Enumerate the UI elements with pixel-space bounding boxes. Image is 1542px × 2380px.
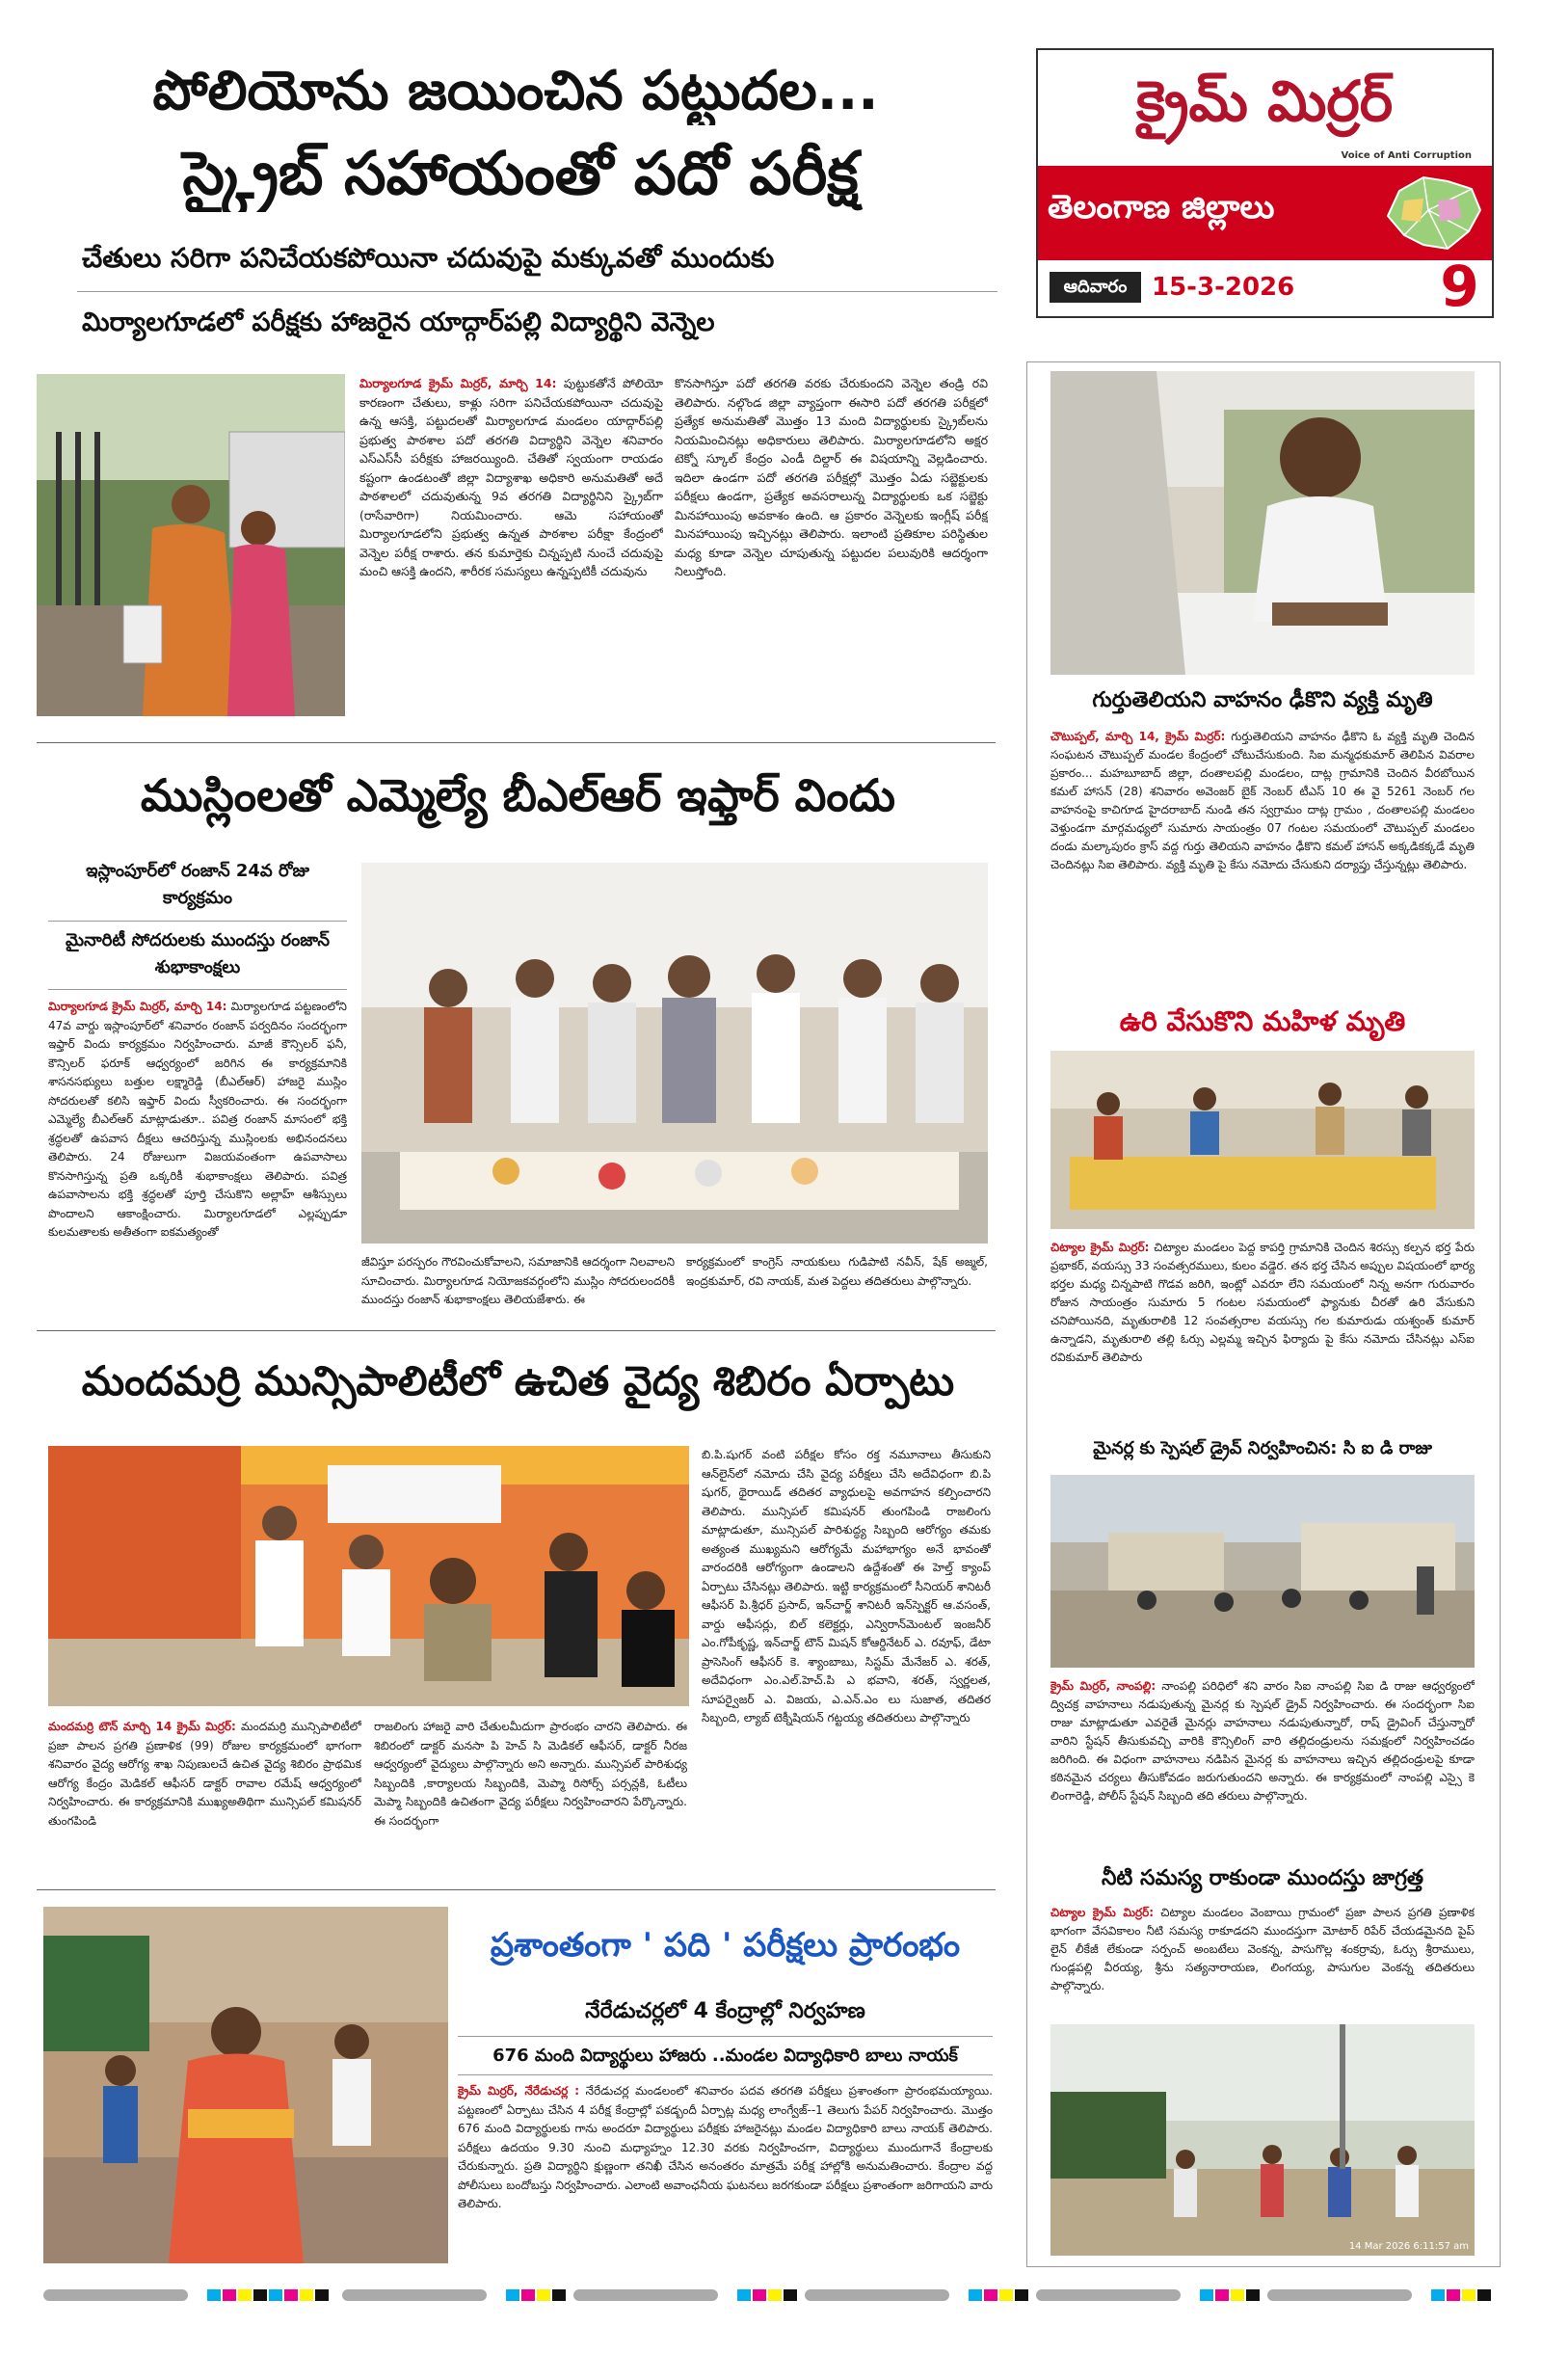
lead-col-2: కొనసాగిస్తూ పదో తరగతి వరకు చేరుకుందని వెన్నెల తండ్రి రవి తెలిపారు. నల్గొండ జిల్లా వ్యాప్తంగా ఈసారి పదో తరగతి పరీక్షలో ప్రత్యేక అనుమతితో మొత్తం 13 మంది విద్యార్థులకు స్క్రైబ్‌లను నియమించినట్లు అధికారులు తెలిపారు. మిర్యాలగూడలోని అక్షర టెక్నో స్కూల్ కేంద్రం ఎండీ దిల్దార్ ఈ విషయాన్ని వెల్లడించారు. ఇదిలా ఉండగా పదో తరగతి పరీక్షల్లో మొత్తం ఏడు సబ్జెక్టులకు పరీక్షలు ఉండగా, ప్రత్యేక అవసరాలున్న విద్యార్థులకు ఒక సబ్జెక్టు మినహాయింపు అవకాశం ఉంది. ఆ ప్రకారం వెన్నెలకు ఇంగ్లీష్ పరీక్ష మినహాయింపు ఇచ్చినట్లు తెలిపారు. ఇలాంటి ప్రతికూల పరిస్థితుల మధ్య కూడా వెన్నెల చూపుతున్న పట్టుదల పలువురికి ఆదర్శంగా నిలుస్తోంది. xyxy=(675,376,988,578)
iftar-sub-divider-2 xyxy=(48,989,347,990)
suicide-body xyxy=(1050,1239,1475,1431)
iftar-col-2: జీవిస్తూ పరస్పరం గౌరవించుకోవాలని, సమాజానికి ఆదర్శంగా నిలవాలని సూచించారు. మిర్యాలగూడ నియోజకవర్గంలోని ముస్లిం సోదరులందరికీ ముందస్తు రంజాన్ శుభాకాంక్షలు తెలియజేశారు. ఈ xyxy=(361,1255,675,1306)
camp-dateline: మందమర్రి టౌన్ మార్చి 14 క్రైమ్ మిర్రర్: xyxy=(48,1720,236,1733)
camp-col-1-text: మందమర్రి మున్సిపాలిటీలో ప్రజా పాలన ప్రగతి ప్రణాళిక (99) రోజుల కార్యక్రమంలో భాగంగా శనివారం వైద్య ఆరోగ్య శాఖ నిపుణులచే ఉచిత వైద్య శిబిరం ప్రాథమిక ఆరోగ్య కేంద్రం మెడికల్ ఆఫీసర్ డాక్టర్ రావాల రమేష్ ఆధ్వర్యంలో నిర్వహించారు. ఈ కార్యక్రమానికి ముఖ్యఅతిథిగా మున్సిపల్ కమిషనర్ తుంగపిండి xyxy=(48,1720,361,1828)
drive-body xyxy=(1050,1677,1475,1860)
section-divider-2 xyxy=(37,1330,996,1331)
exams-text: నేరేడుచర్ల మండలంలో శనివారం పదవ తరగతి పరీక్షలు ప్రశాంతంగా ప్రారంభమయ్యాయి. పట్టణంలో ఏర్పాటు చేసిన 4 పరీక్ష కేంద్రాల్లో పకడ్బందీ ఏర్పాట్ల మధ్య లాంగ్వేజ్--1 తెలుగు పేపర్ నిర్వహించారు. మొత్తం 676 మంది విద్యార్థులకు గాను అందరూ విద్యార్థులు పరీక్షకు హాజరైనట్లు మండల విద్యాధికారి బాలు నాయక్ తెలిపారు. పరీక్షలు ఉదయం 9.30 నుంచి మధ్యాహ్నం 12.30 వరకు నిర్వహించగా, విద్యార్థులు ముందుగానే కేంద్రాలకు చేరుకున్నారు. ప్రతి విద్యార్థిని క్షుణ్ణంగా తనిఖీ చేసిన అనంతరం మాత్రమే పరీక్ష హాల్లోకి అనుమతించారు. కేంద్రాల వద్ద పోలీసులు బందోబస్తు నిర్వహించారు. ఎలాంటి అవాంఛనీయ ఘటనలు జరగకుండా పరీక్షలు ప్రశాంతంగా జరిగాయని వారు తెలిపారు. xyxy=(458,2084,993,2210)
water-photo xyxy=(1050,2024,1475,2256)
camp-col-2: రాజలింగు హాజరై వారి చేతులమీదుగా ప్రారంభం చారని తెలిపారు. ఈ శిబిరంలో డాక్టర్ మనసా పి హెచ్ సి మెడికల్ ఆఫీసర్, డాక్టర్ నీరజ ఆధ్వర్యంలో వైద్యులు పాల్గొన్నారు అని అన్నారు. మున్సిపల్ పారిశుధ్య సిబ్బందికి ,కార్యాలయ సిబ్బందికి, మెప్మా రిసోర్స్ పర్సన్లకి, ఓటీలు మెప్మా సిబ్బందికి ఉచితంగా వైద్య పరీక్షలు నిర్వహించారని పేర్కొన్నారు. ఈ సందర్భంగా xyxy=(374,1720,687,1828)
camp-headline: మందమర్రి మున్సిపాలిటీలో ఉచిత వైద్య శిబిరం ఏర్పాటు xyxy=(81,1357,955,1404)
accident-dateline: చౌటుప్పల్, మార్చి 14, క్రైమ్ మిర్రర్: xyxy=(1050,730,1226,743)
exams-sub-1: నేరేడుచర్లలో 4 కేంద్రాల్లో నిర్వహణ xyxy=(585,1999,865,2023)
lead-sub-1: చేతులు సరిగా పనిచేయకపోయినా చదువుపై మక్కువతో ముందుకు xyxy=(82,242,775,274)
water-dateline: చిట్యాల క్రైమ్ మిర్రర్: xyxy=(1050,1906,1155,1919)
lead-headline-2: స్క్రైబ్ సహాయంతో పదో పరీక్ష xyxy=(182,138,859,208)
suicide-text: చిట్యాల మండలం పెద్ద కాపర్తి గ్రామానికి చెందిన శిరస్సు కల్పన భర్త పేరు ప్రభాకర్, వయస్సు 33 సంవత్సరములు, కులం వడ్డెర. తన భర్త చేసిన అప్పుల విషయంలో భార్య భర్తల మధ్య చిన్నపాటి గొడవ జరిగి, ఇంట్లో ఎవరూ లేని సమయంలో నిన్న అనగా గురువారం రోజున సాయంత్రం సుమారు 5 గంటల సమయంలో ఫ్యానుకు చీరతో ఉరి వేసుకుని చనిపోయినది, మృతురాలికి 12 సంవత్సరాల వయస్సు గల కుమారుడు యశ్వంత్ కుమార్ ఉన్నాడని, మృతురాలి తల్లి ఓర్సు ఎల్లమ్మ ఇచ్చిన ఫిర్యాదు పై కేసు నమోదు చేసినట్లు ఎస్ఐ రవికుమార్ తెలిపారు xyxy=(1050,1241,1475,1364)
masthead-tagline: Voice of Anti Corruption xyxy=(1341,150,1472,161)
water-photo-stamp: 14 Mar 2026 6:11:57 am xyxy=(1348,2241,1469,2252)
exams-dateline: క్రైమ్ మిర్రర్, నేరేడుచర్ల : xyxy=(458,2084,580,2098)
drive-photo xyxy=(1050,1475,1475,1668)
masthead-page-number: 9 xyxy=(1440,254,1479,319)
exams-sub-2: 676 మంది విద్యార్థులు హాజరు ..మండల విద్యాధికారి బాలు నాయక్ xyxy=(492,2046,958,2066)
camp-col-1 xyxy=(48,1718,361,1882)
camp-right-col: బి.పి.షుగర్ వంటి పరీక్షల కోసం రక్త నమూనాలు తీసుకుని ఆన్‌లైన్‌లో నమోదు చేసి వైద్య పరీక్షలు చేసి అదేవిధంగా బి.పి షుగర్, థైరాయిడ్ తదితర వ్యాధులపై అవగాహన కల్పించారని తెలిపారు. మున్సిపల్ కమిషనర్ తుంగపిండి రాజలింగు మాట్లాడుతూ, మున్సిపల్ పారిశుద్ధ్య సిబ్బంది ఆరోగ్యం తమకు అత్యంత ముఖ్యమని ఆరోగ్యమే మహాభాగ్యం అనే భావంతో వారందరికి ఆరోగ్యంగా ఉండాలని ఉద్దేశంతో ఈ హెల్త్ క్యాంప్ ఏర్పాటు చేసినట్లు తెలిపారు. ఇట్టి కార్యక్రమంలో సీనియర్ శానిటరీ ఆఫీసర్ పి.శ్రీధర్ ప్రసాద్, ఇన్‌చార్జ్ శానిటరీ ఇన్‌స్పెక్టర్ ఆ.వసంత్, వార్డు ఆఫీసర్లు, బిల్ కలెక్టర్లు, ఎన్విరాన్‌మెంటల్ ఇంజనీర్ ఎం.గోపీకృష్ణ, ఇన్‌చార్జ్ టౌన్ మిషన్ కోఆర్డినేటర్ ఎ. రవూఫ్, డేటా ప్రాసెసింగ్ ఆఫీసర్ కె. శ్యాంబాబు, సిస్టమ్ మేనేజర్ ఎ. శరత్, అదేవిధంగా ఎం.ఎల్.హెచ్.పి ఎ భవాని, శరత్, స్వర్ణలత, సూపర్వైజర్ ఎ. విజయ, ఎ.ఎన్.ఎం లు సుజాత, తదితర సిబ్బంది, ల్యాబ్ టెక్నీషియన్ గట్టయ్య తదితరులు పాల్గొన్నారు xyxy=(702,1448,991,1725)
masthead-date: 15-3-2026 xyxy=(1152,273,1295,302)
camp-photo xyxy=(48,1446,689,1706)
exams-headline: ప్రశాంతంగా ' పది ' పరీక్షలు ప్రారంభం xyxy=(490,1926,961,1965)
iftar-sub-divider xyxy=(48,921,347,922)
masthead-section-band xyxy=(1038,166,1492,260)
lead-photo-students xyxy=(37,374,345,716)
masthead-brand: క్రైమ్ మిర్రర్ xyxy=(1135,68,1394,134)
iftar-col-1 xyxy=(48,998,347,1311)
print-color-strip xyxy=(43,2286,1499,2304)
accident-photo xyxy=(1050,371,1475,675)
water-body xyxy=(1050,1904,1475,2010)
lead-col-1-text: పుట్టుకతోనే పోలియో కారణంగా చేతులు, కాళ్లు సరిగా పనిచేయకపోయినా చదువుపై ఉన్న ఆసక్తి, పట్టుదలతో మిర్యాలగూడ మండలం యాద్గార్‌పల్లి ప్రభుత్వ పాఠశాల పదో తరగతి విద్యార్థిని వెన్నెల శనివారం ఎస్ఎస్‌సీ పరీక్షకు హాజరయ్యింది. చేతితో స్వయంగా రాయడం కష్టంగా ఉండటంతో జిల్లా విద్యాశాఖ అధికారి అనుమతితో అదే పాఠశాలలో చదువుతున్న 9వ తరగతి విద్యార్థినిని స్క్రైబ్‌గా (రాసేవారిగా) నియమించారు. ఆమె సహాయంతో మిర్యాలగూడలోని ప్రభుత్వ ఉన్నత పాఠశాల పరీక్షా కేంద్రంలో వెన్నెల పరీక్ష రాశారు. తన కుమార్తెకు చిన్నప్పటి నుంచే చదువుపై మంచి ఆసక్తి ఉందని, శారీరక సమస్యలు ఉన్నప్పటికీ చదువును xyxy=(359,376,663,578)
masthead xyxy=(1036,48,1494,318)
exams-sub-divider-2 xyxy=(458,2074,993,2075)
iftar-col-1-text: మిర్యాలగూడ పట్టణంలోని 47వ వార్డు ఇస్లాంపూర్‌లో శనివారం రంజాన్ పర్వదినం సందర్భంగా ఇఫ్తార్ విందు కార్యక్రమం నిర్వహించారు. మాజీ కౌన్సిలర్ ఫనీ, కౌన్సిలర్ ఫరూక్ ఆధ్వర్యంలో జరిగిన ఈ కార్యక్రమానికి శాసనసభ్యులు బత్తుల లక్ష్మారెడ్డి (బీఎల్ఆర్) హాజరై ముస్లిం సోదరులతో కలిసి ఇఫ్తార్ విందు స్వీకరించారు. ఈ సందర్భంగా ఎమ్మెల్యే బీఎల్ఆర్ మాట్లాడుతూ.. పవిత్ర రంజాన్ మాసంలో భక్తి శ్రద్ధలతో ఉపవాస దీక్షలు ఆచరిస్తున్న ముస్లింలకు అభినందనలు తెలిపారు. 24 రోజులుగా విజయవంతంగా ఉపవాసాలు కొనసాగిస్తున్న ప్రతి ఒక్కరికీ శుభాకాంక్షలు తెలిపారు. పవిత్ర ఉపవాసాలను భక్తి శ్రద్ధలతో పూర్తి చేసుకొని అల్లాహ్ ఆశీస్సులు పొందాలని ఆకాంక్షించారు. మిర్యాలగూడలో ఎల్లప్పుడూ కులమతాలకు అతీతంగా ఐకమత్యంతో xyxy=(48,1000,347,1239)
lead-sub-2: మిర్యాలగూడలో పరీక్షకు హాజరైన యాద్గార్‌పల్లి విద్యార్థిని వెన్నెల xyxy=(82,308,715,337)
iftar-photo xyxy=(361,863,988,1243)
accident-headline: గుర్తుతెలియని వాహనం ఢీకొని వ్యక్తి మృతి xyxy=(1092,688,1433,712)
section-divider-3 xyxy=(37,1889,996,1890)
suicide-headline: ఉరి వేసుకొని మహిళ మృతి xyxy=(1119,1005,1406,1037)
iftar-headline: ముస్లింలతో ఎమ్మెల్యే బీఎల్ఆర్ ఇఫ్తార్ విందు xyxy=(140,769,896,821)
iftar-dateline: మిర్యాలగూడ క్రైమ్ మిర్రర్, మార్చి 14: xyxy=(48,1000,227,1013)
water-text: చిట్యాల మండలం వెంబాయి గ్రామంలో ప్రజా పాలన ప్రగతి ప్రణాళిక భాగంగా వేసవికాలం నీటి సమస్య రాకూడదని ముందస్తుగా మోటార్ రిపేర్ చేయడమైనది పైప్ లైన్ లీకేజీ లేకుండా సర్పంచ్ అంబటేలు వెంకన్న, పాసుగొల్ల శంకర్రావు, ఓర్సు శ్రీరాములు, గుండ్లపల్లి వీరయ్య, శ్రీను సత్యనారాయణ, లింగయ్య, పాసుగుల వెంకన్న తదితరులు పాల్గొన్నారు. xyxy=(1050,1906,1475,1992)
water-headline: నీటి సమస్య రాకుండా ముందస్తు జాగ్రత్త xyxy=(1101,1866,1424,1890)
drive-headline: మైనర్ల కు స్పెషల్ డ్రైవ్ నిర్వహించిన: సి ఐ డి రాజు xyxy=(1093,1438,1432,1458)
drive-dateline: క్రైమ్ మిర్రర్, నాంపల్లి: xyxy=(1050,1679,1156,1693)
masthead-day: ఆదివారం xyxy=(1050,272,1141,303)
exams-sub-divider xyxy=(458,2036,993,2037)
exams-body xyxy=(458,2082,993,2265)
lead-divider xyxy=(77,291,997,292)
iftar-col-3: కార్యక్రమంలో కాంగ్రెస్ నాయకులు గుడిపాటి నవీన్, షేక్ అజ్మల్, ఇంద్రకుమార్, రవి నాయక్, మత పెద్దలు తదితరులు పాల్గొన్నారు. xyxy=(686,1255,988,1288)
lead-headline-1: పోలియోను జయించిన పట్టుదల... xyxy=(152,60,879,122)
section-divider-1 xyxy=(37,742,996,743)
exams-photo xyxy=(43,1907,448,2263)
accident-body xyxy=(1050,728,1475,993)
telangana-map-icon xyxy=(1380,172,1486,254)
lead-dateline: మిర్యాలగూడ క్రైమ్ మిర్రర్, మార్చి 14: xyxy=(359,376,557,390)
accident-text: గుర్తుతెలియని వాహనం ఢీకొని ఓ వ్యక్తి మృతి చెందిన సంఘటన చౌటుప్పల్ మండల కేంద్రంలో చోటుచేసుకుంది. సిఐ మన్మధకుమార్ తెలిపిన వివరాల ప్రకారం... మహబూబాద్ జిల్లా, దంతాలపల్లి మండలం, దాట్ల గ్రామానికి చెందిన వీరబోయిన కమల్ హాసన్ (28) శనివారం అవెంజర్ బైక్ నెంబర్ టీఎస్ 10 ఈ వై 5261 నెంబర్ గల వాహనంపై కాచిగూడ హైదరాబాద్ నుండి తన స్వగ్రామం దాట్ల గ్రామం , దంతాలపల్లి మండలం వెళ్తుండగా మార్గమధ్యలో సుమారు సాయంత్రం 07 గంటల సమయంలో చౌటుప్పల్ మండలం దండు మల్కాపురం క్రాస్ వద్ద గుర్తు తెలియని వాహనం ఢీకొని కమల్ హాసన్ అక్కడికక్కడే మృతి చెందినట్లు సిఐ తెలిపారు. వ్యక్తి మృతి పై కేసు నమోదు చేసుకుని దర్యాప్తు చేస్తున్నట్లు తెలిపారు. xyxy=(1050,730,1475,871)
drive-text: నాంపల్లి పరిధిలో శని వారం సిఐ నాంపల్లి సిఐ డి రాజు ఆధ్వర్యంలో ద్విచక్ర వాహనాలు నడుపుతున్న మైనర్ల కు స్పెషల్ డ్రైవ్ నిర్వహించారు. ఈ సందర్భంగా సిఐ రాజు మాట్లాడుతూ ఎవరైతే మైనర్లు వాహనాలు నడుపుతున్నారో, రాష్ డ్రైవింగ్ చేస్తున్నారో వారిని స్టేషన్ తీసుకువచ్చి వారికి కౌన్సిలింగ్ వారి తల్లిదండ్రులను సమక్షంలో నిర్వహించడం జరిగింది. ఈ విధంగా వాహనాలు నడిపిన మైనర్ల కు వాహనాలు ఇచ్చిన తల్లిదండ్రులపై కూడా కఠినమైన చర్యలు తీసుకోవడం జరుగుతుందని అన్నారు. ఈ కార్యక్రమంలో నాంపల్లి ఎస్సై కె లింగారెడ్డి, పోలీస్ స్టేషన్ సిబ్బంది తది తరులు పాల్గొన్నారు. xyxy=(1050,1679,1475,1803)
lead-col-1 xyxy=(359,374,663,716)
suicide-dateline: చిట్యాల క్రైమ్ మిర్రర్: xyxy=(1050,1241,1150,1254)
suicide-photo xyxy=(1050,1051,1475,1229)
iftar-sub-1: ఇస్లాంపూర్‌లో రంజాన్ 24వ రోజు కార్యక్రమం xyxy=(86,861,309,908)
masthead-section: తెలంగాణ జిల్లాలు xyxy=(1048,188,1275,227)
iftar-sub-2: మైనారిటీ సోదరులకు ముందస్తు రంజాన్ శుభాకాంక్షలు xyxy=(65,930,331,977)
